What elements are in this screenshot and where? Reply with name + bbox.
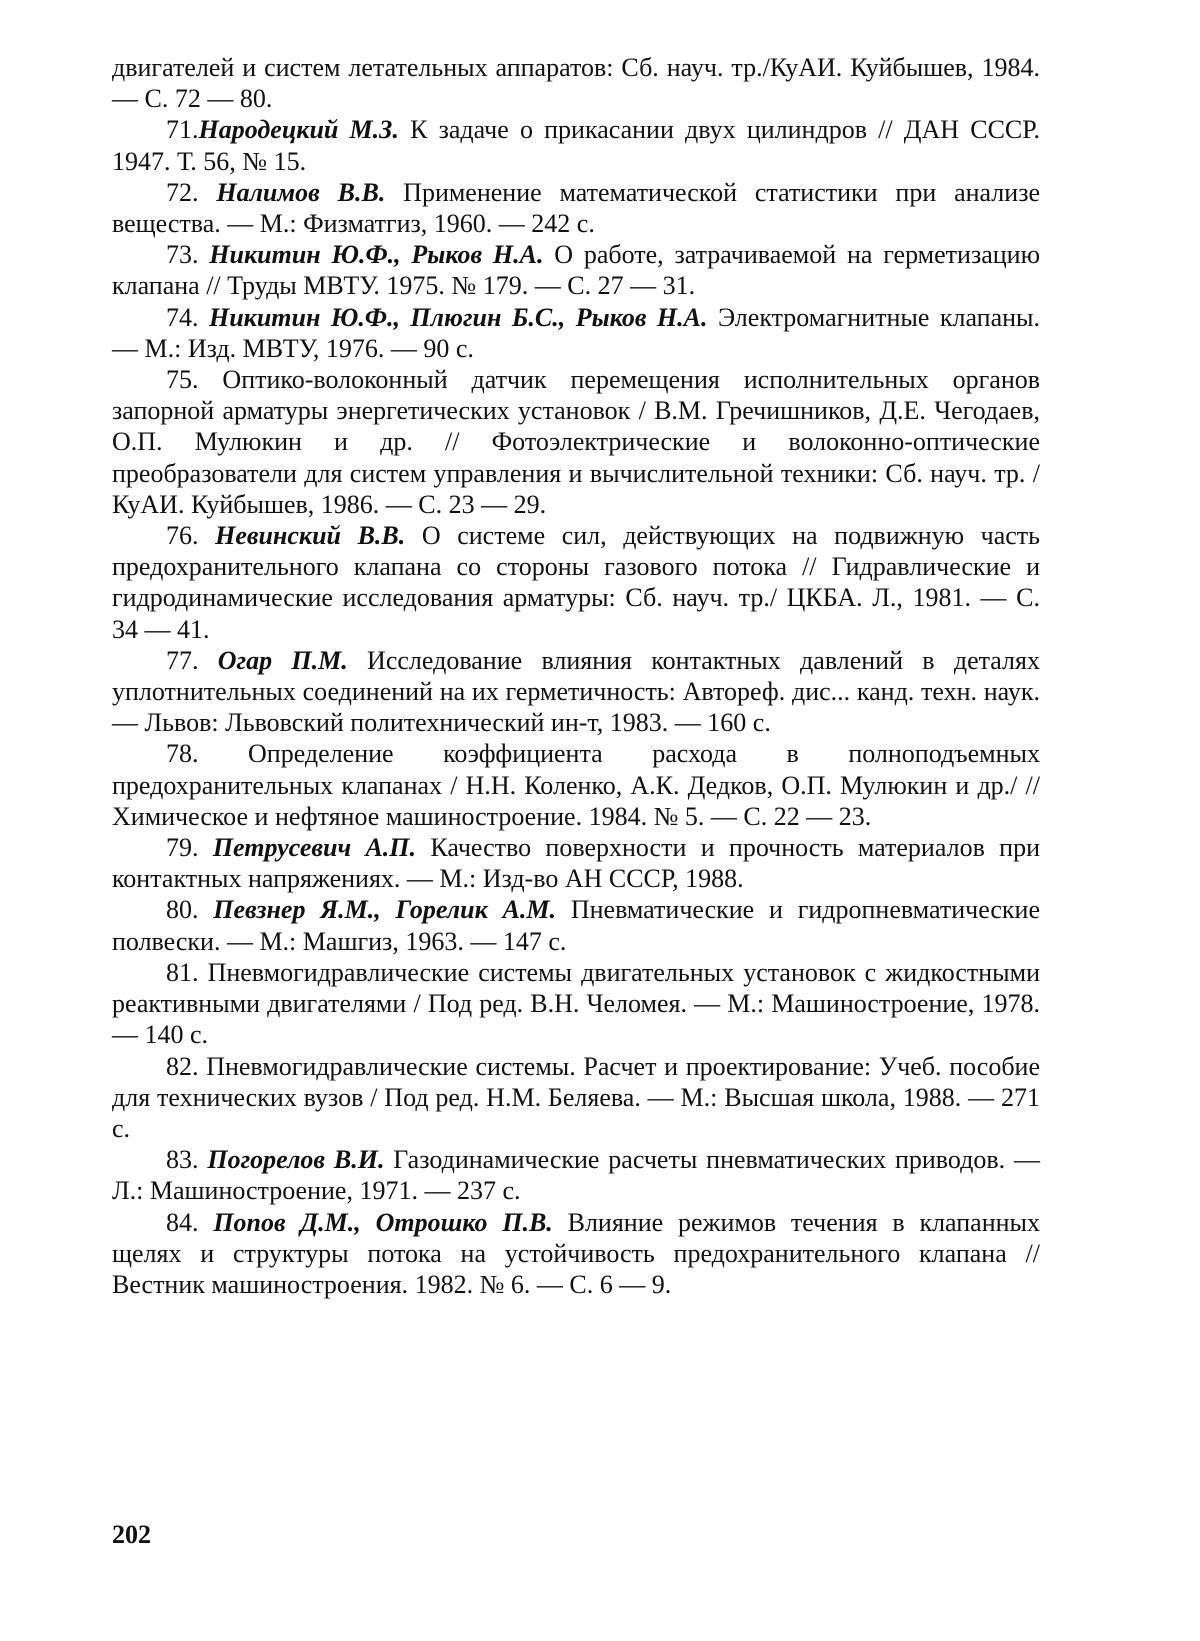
page-number: 202 bbox=[112, 1520, 151, 1549]
reference-authors: Погорелов В.И. bbox=[207, 1145, 385, 1175]
reference-entry bbox=[112, 302, 1040, 364]
reference-number: 76. bbox=[166, 521, 216, 551]
reference-text: Пневматические и гидропневматические полвески. — М.: Машгиз, 1963. — 147 с. bbox=[112, 895, 1041, 956]
reference-authors: Огар П.М. bbox=[217, 645, 348, 675]
reference-number: 83. bbox=[166, 1145, 208, 1175]
reference-text: Определение коэффициента расхода в полноподъемных предохранительных клапанах / Н.Н. Коленко, А.К. Дедков, О.П. Мулюкин и др./ // Химическое и нефтяное машиностроение. 1984. № 5. — С. 22 — 23. bbox=[112, 739, 1040, 831]
reference-text: Качество поверхности и прочность материалов при контактных напряжениях. — М.: Изд-во АН СССР, 1988. bbox=[112, 833, 1041, 894]
reference-entry bbox=[112, 645, 1040, 739]
reference-authors: Никитин Ю.Ф., Плюгин Б.С., Рыков Н.А. bbox=[208, 302, 708, 332]
reference-continuation: двигателей и систем летательных аппаратов: Сб. науч. тр./КуАИ. Куйбышев, 1984. — С. 72 — 80. bbox=[112, 53, 1040, 114]
reference-text: О работе, затрачиваемой на герметизацию клапана // Труды МВТУ. 1975. № 179. — С. 27 — 31. bbox=[112, 240, 1041, 301]
reference-entry bbox=[112, 957, 1040, 1051]
reference-authors: Никитин Ю.Ф., Рыков Н.А. bbox=[209, 240, 544, 270]
reference-authors: Налимов В.В. bbox=[216, 177, 386, 207]
reference-number: 74. bbox=[166, 302, 209, 332]
reference-text: Применение математической статистики при анализе вещества. — М.: Физматгиз, 1960. — 242 с. bbox=[112, 177, 1040, 239]
reference-number: 77. bbox=[166, 645, 218, 675]
reference-authors: Попов Д.М., Отрошко П.В. bbox=[213, 1207, 553, 1237]
reference-text: Влияние режимов течения в клапанных щелях и структуры потока на устойчивость предохранительного клапана // Вестник машиностроения. 1982. № 6. — С. 6 — 9. bbox=[112, 1207, 1041, 1299]
reference-number: 84. bbox=[166, 1207, 214, 1237]
reference-authors: Петрусевич А.П. bbox=[212, 833, 417, 863]
reference-list bbox=[112, 52, 1040, 1300]
reference-entry bbox=[112, 1207, 1040, 1301]
reference-number: 78. bbox=[166, 739, 249, 769]
reference-number: 82. bbox=[166, 1051, 207, 1081]
reference-text: О системе сил, действующих на подвижную часть предохранительного клапана со стороны газового потока // Гидравлические и гидродинамические исследования арматуры: Сб. науч. тр./ ЦКБА. Л., 1981. — С. 34 — 41. bbox=[112, 521, 1040, 644]
reference-entry bbox=[112, 1144, 1040, 1206]
reference-number: 80. bbox=[166, 895, 214, 925]
reference-entry bbox=[112, 1051, 1040, 1145]
reference-text: Исследование влияния контактных давлений в деталях уплотнительных соединений на их герметичность: Автореф. дис... канд. техн. наук. — Львов: Львовский политехнический ин-т, 1983. — 160 с. bbox=[112, 645, 1040, 738]
reference-text: Электромагнитные клапаны. — М.: Изд. МВТУ, 1976. — 90 с. bbox=[112, 302, 1040, 363]
reference-number: 71. bbox=[166, 115, 199, 145]
reference-number: 79. bbox=[166, 833, 213, 863]
reference-authors: Невинский В.В. bbox=[215, 521, 406, 551]
reference-entry bbox=[112, 894, 1040, 956]
reference-text: Оптико-волоконный датчик перемещения исполнительных органов запорной арматуры энергетических установок / В.М. Гречишников, Д.Е. Чегодаев, О.П. Мулюкин и др. // Фотоэлектрические и волоконно-оптические преобразователи для систем управления и вычислительной техники: Сб. науч. тр. / КуАИ. Куйбышев, 1986. — С. 23 — 29. bbox=[112, 365, 1041, 519]
reference-entries bbox=[112, 114, 1040, 1300]
reference-entry bbox=[112, 239, 1040, 301]
reference-text: Пневмогидравлические системы двигательных установок с жидкостными реактивными двигателями / Под ред. В.Н. Челомея. — М.: Машиностроение, 1978. — 140 с. bbox=[112, 957, 1040, 1050]
reference-number: 73. bbox=[166, 240, 210, 270]
reference-entry bbox=[112, 738, 1040, 832]
reference-authors: Народецкий М.З. bbox=[198, 115, 399, 145]
reference-entry bbox=[112, 364, 1040, 520]
reference-number: 75. bbox=[166, 365, 223, 395]
reference-entry bbox=[112, 520, 1040, 645]
reference-text: К задаче о прикасании двух цилиндров // ДАН СССР. 1947. Т. 56, № 15. bbox=[112, 115, 1040, 176]
reference-text: Газодинамические расчеты пневматических приводов. — Л.: Машиностроение, 1971. — 237 с. bbox=[112, 1145, 1040, 1206]
reference-entry bbox=[112, 177, 1040, 239]
reference-text: Пневмогидравлические системы. Расчет и проектирование: Учеб. пособие для технических вузов / Под ред. Н.М. Беляева. — М.: Высшая школа, 1988. — 271 с. bbox=[112, 1051, 1041, 1143]
reference-authors: Певзнер Я.М., Горелик А.М. bbox=[213, 895, 557, 925]
reference-number: 81. bbox=[166, 957, 208, 987]
reference-entry bbox=[112, 114, 1040, 176]
reference-entry bbox=[112, 832, 1040, 894]
reference-number: 72. bbox=[166, 177, 217, 207]
